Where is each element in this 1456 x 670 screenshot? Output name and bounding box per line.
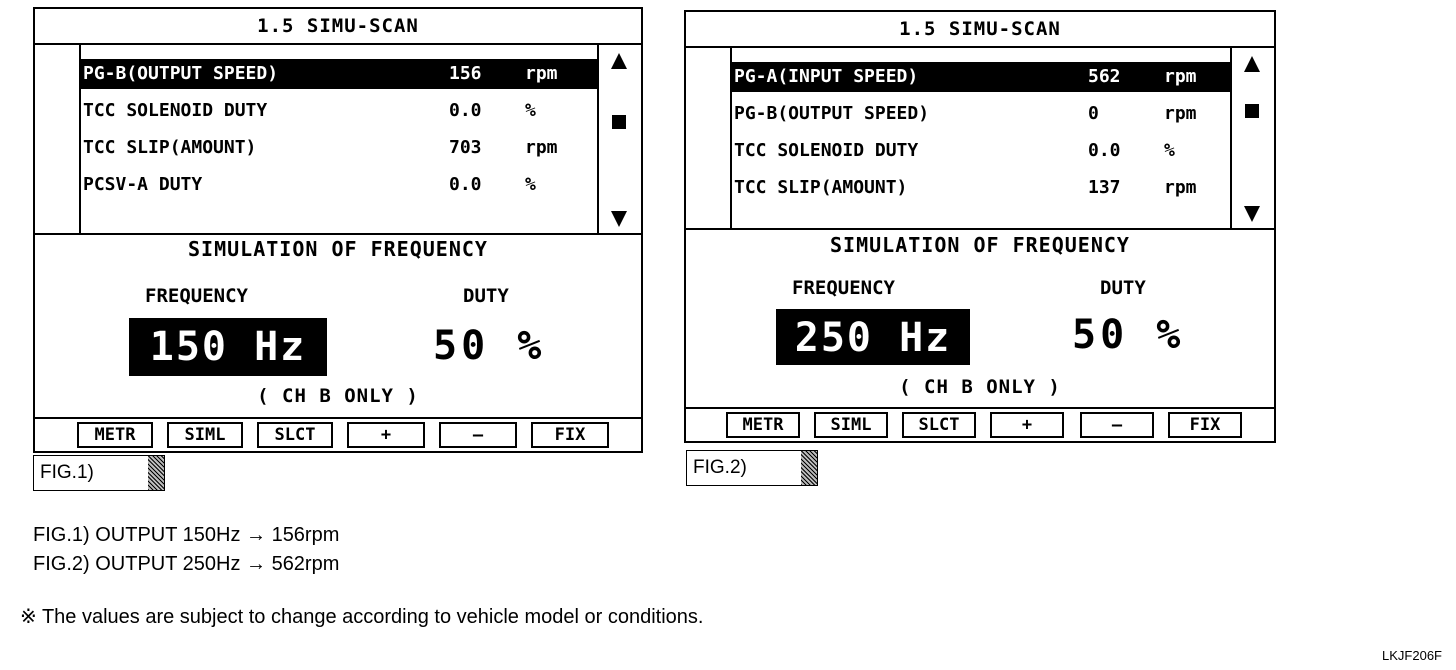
item-label: TCC SLIP(AMOUNT) xyxy=(734,177,908,198)
list-item-selected[interactable] xyxy=(81,59,597,96)
item-label: TCC SOLENOID DUTY xyxy=(83,100,268,121)
list-item-selected[interactable] xyxy=(732,62,1230,99)
note-disclaimer: ※ The values are subject to change according to vehicle model or conditions. xyxy=(20,606,704,628)
triangle-up-icon[interactable] xyxy=(1244,56,1260,72)
square-icon[interactable] xyxy=(612,115,626,129)
item-label: PG-A(INPUT SPEED) xyxy=(734,66,919,87)
item-value: 156 xyxy=(449,63,482,84)
frequency-value[interactable]: 250 Hz xyxy=(776,309,970,365)
frequency-label: FREQUENCY xyxy=(792,277,895,299)
figure-label-text: FIG.2) xyxy=(693,457,747,478)
item-value: 0.0 xyxy=(449,174,482,195)
list-gutter xyxy=(35,45,81,233)
minus-button[interactable]: — xyxy=(1080,412,1154,438)
figure-label xyxy=(33,455,165,491)
simulation-title: SIMULATION OF FREQUENCY xyxy=(830,233,1130,257)
duty-value[interactable]: 50 % xyxy=(433,323,546,369)
figure-label xyxy=(686,450,818,486)
fix-button[interactable]: FIX xyxy=(1168,412,1242,438)
note-fig2: FIG.2) OUTPUT 250Hz → 562rpm xyxy=(33,553,340,575)
list-gutter xyxy=(686,48,732,228)
duty-label: DUTY xyxy=(463,285,509,307)
item-unit: rpm xyxy=(1164,103,1197,124)
item-value: 0 xyxy=(1088,103,1099,124)
item-value: 703 xyxy=(449,137,482,158)
channel-note: ( CH B ONLY ) xyxy=(257,385,419,407)
simulation-title: SIMULATION OF FREQUENCY xyxy=(188,237,488,261)
item-unit: rpm xyxy=(525,137,558,158)
triangle-down-icon[interactable] xyxy=(1244,206,1260,222)
item-value: 562 xyxy=(1088,66,1121,87)
function-bar xyxy=(35,417,641,451)
list-item[interactable] xyxy=(81,170,597,207)
figure-label-text: FIG.1) xyxy=(40,462,94,483)
duty-label: DUTY xyxy=(1100,277,1146,299)
metr-button[interactable]: METR xyxy=(726,412,800,438)
plus-button[interactable]: + xyxy=(347,422,425,448)
item-value: 137 xyxy=(1088,177,1121,198)
item-unit: rpm xyxy=(525,63,558,84)
item-label: PG-B(OUTPUT SPEED) xyxy=(734,103,930,124)
item-unit: % xyxy=(525,100,536,121)
list-item[interactable] xyxy=(732,136,1230,173)
function-bar xyxy=(686,407,1274,441)
scrollbar[interactable] xyxy=(1230,48,1274,228)
slct-button[interactable]: SLCT xyxy=(902,412,976,438)
siml-button[interactable]: SIML xyxy=(167,422,243,448)
item-label: PG-B(OUTPUT SPEED) xyxy=(83,63,279,84)
slct-button[interactable]: SLCT xyxy=(257,422,333,448)
data-list xyxy=(35,45,641,235)
frequency-label: FREQUENCY xyxy=(145,285,248,307)
square-icon[interactable] xyxy=(1245,104,1259,118)
screen-title: 1.5 SIMU-SCAN xyxy=(35,9,641,45)
item-unit: % xyxy=(525,174,536,195)
triangle-up-icon[interactable] xyxy=(611,53,627,69)
scan-screen-fig2 xyxy=(684,10,1276,443)
frequency-value[interactable]: 150 Hz xyxy=(129,318,327,376)
item-unit: % xyxy=(1164,140,1175,161)
duty-value[interactable]: 50 % xyxy=(1072,312,1185,358)
fix-button[interactable]: FIX xyxy=(531,422,609,448)
item-unit: rpm xyxy=(1164,66,1197,87)
scan-screen-fig1 xyxy=(33,7,643,453)
item-value: 0.0 xyxy=(1088,140,1121,161)
list-item[interactable] xyxy=(732,173,1230,210)
minus-button[interactable]: — xyxy=(439,422,517,448)
channel-note: ( CH B ONLY ) xyxy=(899,376,1061,398)
document-code: LKJF206F xyxy=(1382,648,1442,663)
triangle-down-icon[interactable] xyxy=(611,211,627,227)
screen-title: 1.5 SIMU-SCAN xyxy=(686,12,1274,48)
metr-button[interactable]: METR xyxy=(77,422,153,448)
note-fig1: FIG.1) OUTPUT 150Hz → 156rpm xyxy=(33,524,340,546)
list-item[interactable] xyxy=(81,96,597,133)
item-label: TCC SLIP(AMOUNT) xyxy=(83,137,257,158)
list-item[interactable] xyxy=(81,133,597,170)
item-label: TCC SOLENOID DUTY xyxy=(734,140,919,161)
siml-button[interactable]: SIML xyxy=(814,412,888,438)
data-list xyxy=(686,48,1274,230)
scrollbar[interactable] xyxy=(597,45,641,233)
plus-button[interactable]: + xyxy=(990,412,1064,438)
item-unit: rpm xyxy=(1164,177,1197,198)
list-item[interactable] xyxy=(732,99,1230,136)
item-label: PCSV-A DUTY xyxy=(83,174,203,195)
item-value: 0.0 xyxy=(449,100,482,121)
